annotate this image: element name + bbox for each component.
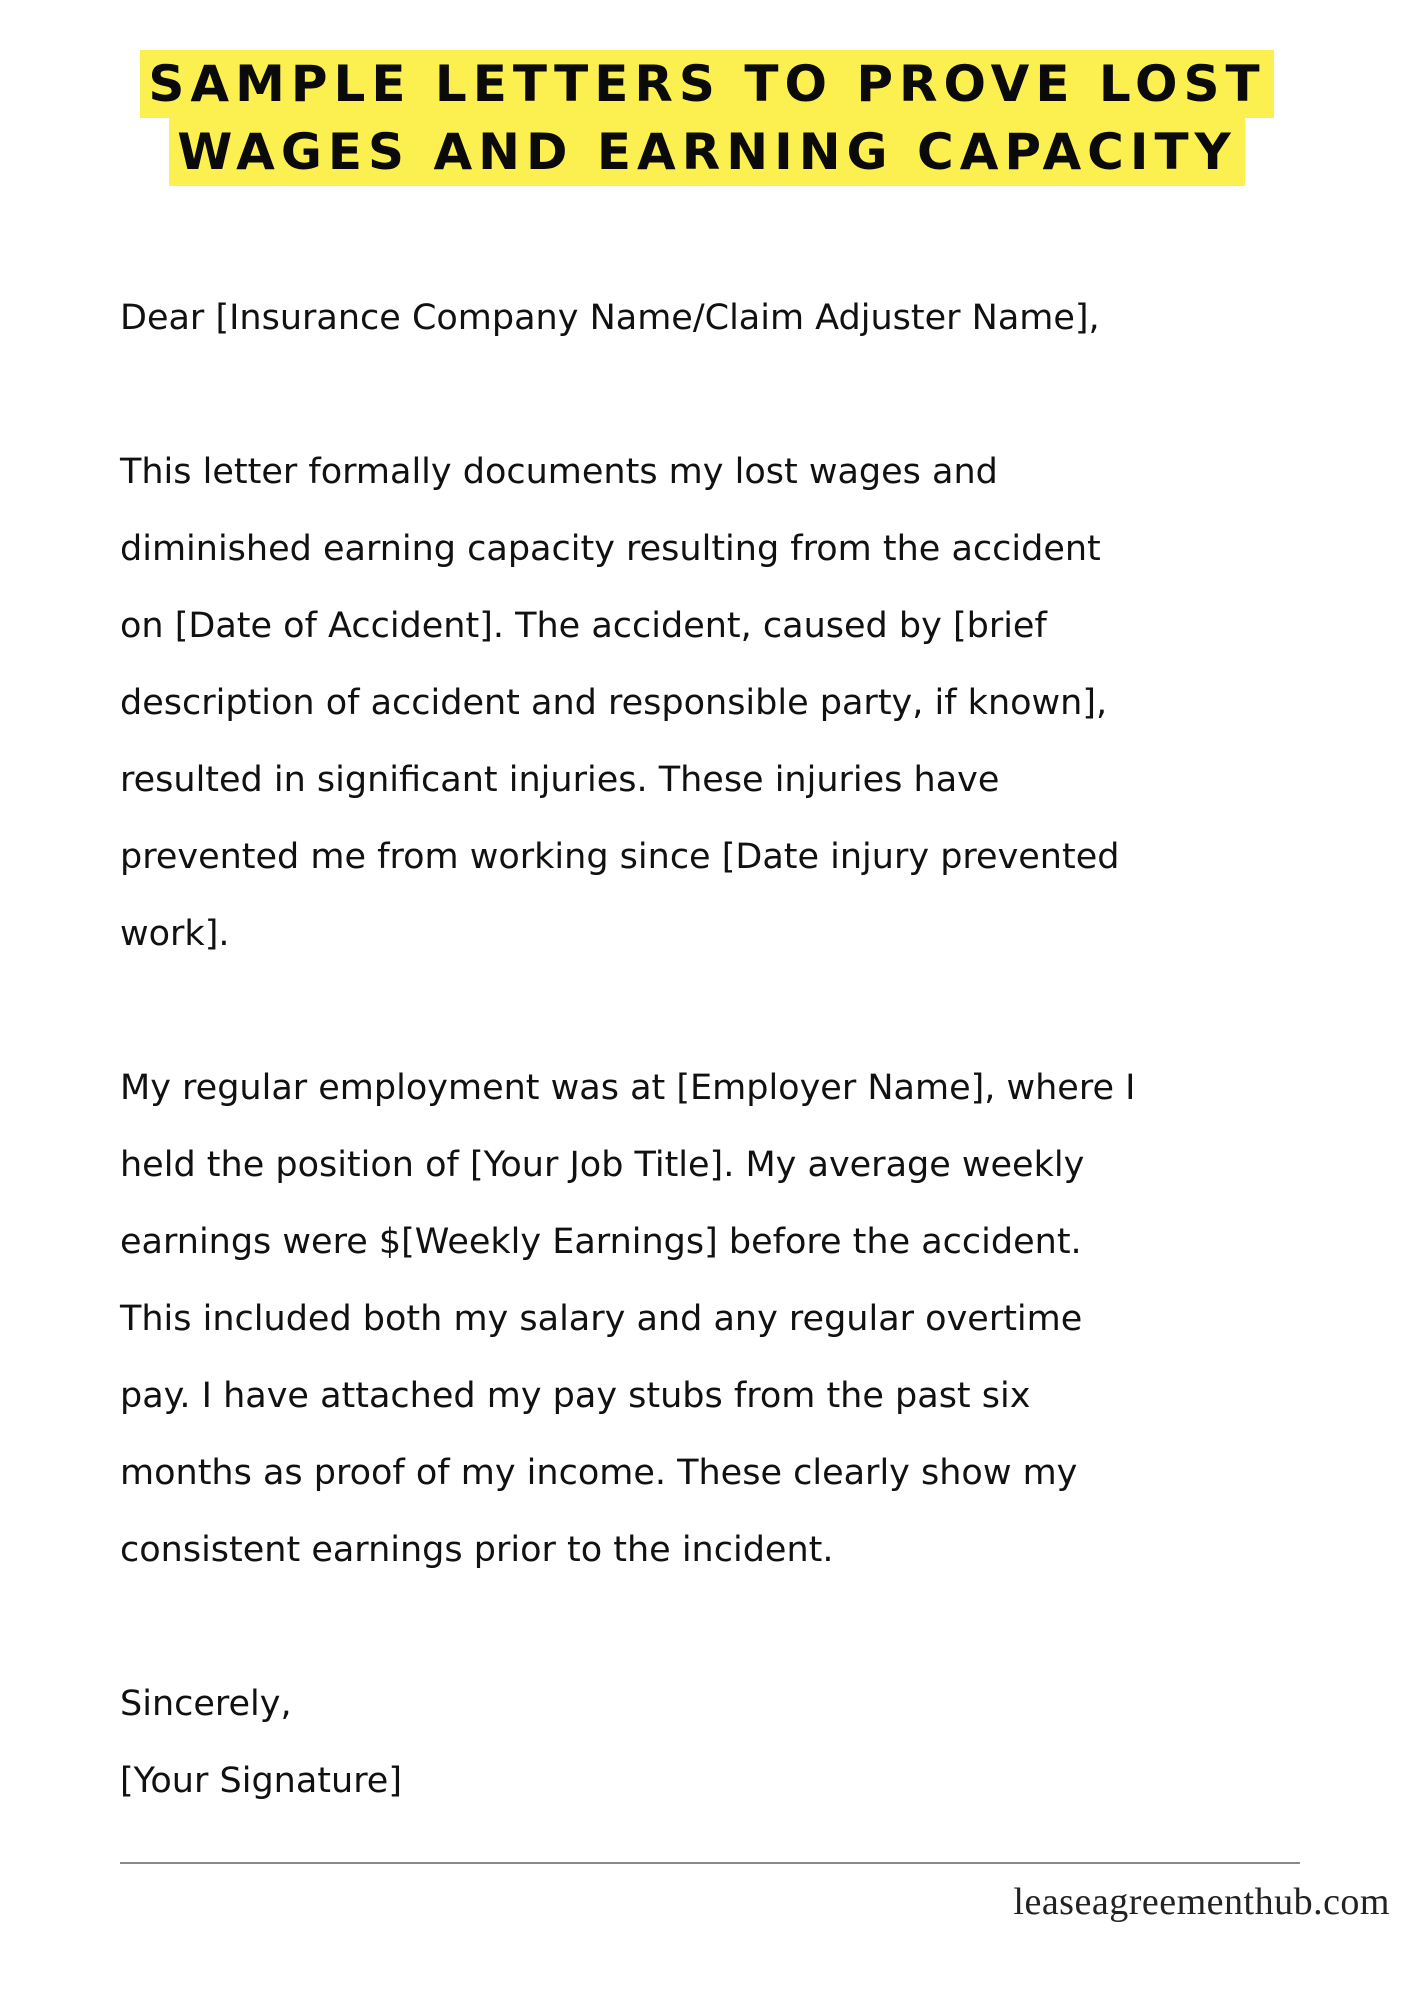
paragraph-2-line: earnings were $[Weekly Earnings] before the accident. bbox=[120, 1222, 1082, 1262]
paragraph-2-line: My regular employment was at [Employer Name], where I bbox=[120, 1068, 1136, 1108]
page-title bbox=[0, 50, 1414, 186]
paragraph-1-line: on [Date of Accident]. The accident, caused by [brief bbox=[120, 606, 1047, 646]
paragraph-2-line: held the position of [Your Job Title]. My average weekly bbox=[120, 1145, 1085, 1185]
paragraph-gap bbox=[120, 357, 1360, 434]
paragraph-1-line: diminished earning capacity resulting from the accident bbox=[120, 529, 1101, 569]
paragraph-2-line: pay. I have attached my pay stubs from the past six bbox=[120, 1376, 1031, 1416]
paragraph-1 bbox=[120, 434, 1360, 973]
paragraph-1-line: work]. bbox=[120, 914, 230, 954]
paragraph-1-line: description of accident and responsible party, if known], bbox=[120, 683, 1108, 723]
paragraph-1-line: This letter formally documents my lost wages and bbox=[120, 452, 998, 492]
footer-divider bbox=[120, 1862, 1300, 1864]
paragraph-gap bbox=[120, 973, 1360, 1050]
paragraph-2 bbox=[120, 1050, 1360, 1589]
letter-body bbox=[120, 280, 1360, 1820]
paragraph-gap bbox=[120, 1589, 1360, 1666]
footer-site-name: leaseagreementhub.com bbox=[1013, 1881, 1390, 1923]
title-line-1: SAMPLE LETTERS TO PROVE LOST bbox=[140, 50, 1273, 118]
closing: Sincerely, bbox=[120, 1684, 292, 1724]
paragraph-2-line: This included both my salary and any regular overtime bbox=[120, 1299, 1083, 1339]
title-line-2: WAGES AND EARNING CAPACITY bbox=[169, 118, 1245, 186]
paragraph-2-line: months as proof of my income. These clearly show my bbox=[120, 1453, 1078, 1493]
signature-placeholder: [Your Signature] bbox=[120, 1761, 402, 1801]
paragraph-2-line: consistent earnings prior to the incident. bbox=[120, 1530, 834, 1570]
paragraph-1-line: prevented me from working since [Date injury prevented bbox=[120, 837, 1120, 877]
salutation: Dear [Insurance Company Name/Claim Adjuster Name], bbox=[120, 298, 1100, 338]
paragraph-1-line: resulted in significant injuries. These injuries have bbox=[120, 760, 1000, 800]
